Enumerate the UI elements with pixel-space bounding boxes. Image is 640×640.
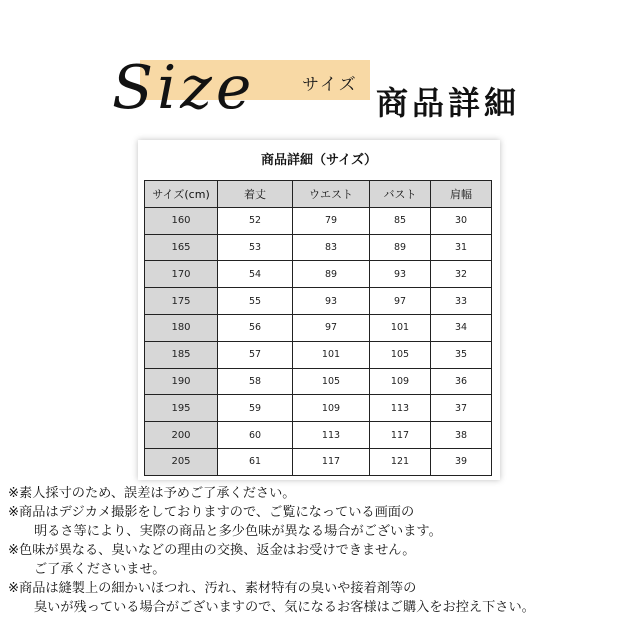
shoulder-cell: 35: [431, 341, 492, 368]
length-cell: 54: [218, 261, 293, 288]
bust-cell: 121: [370, 448, 431, 475]
note-line: ご了承くださいませ。: [34, 562, 166, 577]
shoulder-cell: 32: [431, 261, 492, 288]
length-cell: 53: [218, 234, 293, 261]
shoulder-cell: 36: [431, 368, 492, 395]
table-row: [145, 395, 492, 422]
table-row: [145, 368, 492, 395]
size-cell: 190: [145, 368, 218, 395]
notes-section: [8, 484, 636, 617]
column-header-shoulder: 肩幅: [431, 181, 492, 208]
note-line: ※商品はデジカメ撮影をしておりますので、ご覧になっている画面の: [8, 505, 415, 520]
bust-cell: 105: [370, 341, 431, 368]
shoulder-cell: 37: [431, 395, 492, 422]
waist-cell: 117: [293, 448, 370, 475]
shoulder-cell: 30: [431, 207, 492, 234]
waist-cell: 83: [293, 234, 370, 261]
table-row: [145, 314, 492, 341]
waist-cell: 113: [293, 422, 370, 449]
table-header-row: [145, 181, 492, 208]
length-cell: 59: [218, 395, 293, 422]
size-cell: 175: [145, 288, 218, 315]
bust-cell: 85: [370, 207, 431, 234]
size-cell: 195: [145, 395, 218, 422]
length-cell: 61: [218, 448, 293, 475]
table-row: [145, 288, 492, 315]
bust-cell: 89: [370, 234, 431, 261]
waist-cell: 109: [293, 395, 370, 422]
size-cell: 165: [145, 234, 218, 261]
table-row: [145, 341, 492, 368]
length-cell: 58: [218, 368, 293, 395]
waist-cell: 79: [293, 207, 370, 234]
size-cell: 180: [145, 314, 218, 341]
bust-cell: 113: [370, 395, 431, 422]
waist-cell: 89: [293, 261, 370, 288]
table-row: [145, 422, 492, 449]
shoulder-cell: 31: [431, 234, 492, 261]
size-cell: 205: [145, 448, 218, 475]
column-header-size: サイズ(cm): [145, 181, 218, 208]
shoulder-cell: 39: [431, 448, 492, 475]
size-cell: 170: [145, 261, 218, 288]
shoulder-cell: 33: [431, 288, 492, 315]
size-cell: 185: [145, 341, 218, 368]
note-line: ※商品は縫製上の細かいほつれ、汚れ、素材特有の臭いや接着剤等の: [8, 581, 417, 596]
table-title: 商品詳細（サイズ）: [261, 153, 377, 168]
size-cell: 160: [145, 207, 218, 234]
note-line: ※素人採寸のため、誤差は予めご了承ください。: [8, 486, 296, 501]
header: [0, 0, 640, 130]
column-header-waist: ウエスト: [293, 181, 370, 208]
page-title: 商品詳細: [376, 84, 521, 122]
table-row: [145, 261, 492, 288]
bust-cell: 93: [370, 261, 431, 288]
size-cell: 200: [145, 422, 218, 449]
bust-cell: 101: [370, 314, 431, 341]
shoulder-cell: 38: [431, 422, 492, 449]
table-row: [145, 448, 492, 475]
waist-cell: 93: [293, 288, 370, 315]
bust-cell: 109: [370, 368, 431, 395]
note-line: 臭いが残っている場合がございますので、気になるお客様はご購入をお控え下さい。: [34, 600, 535, 615]
column-header-length: 着丈: [218, 181, 293, 208]
length-cell: 56: [218, 314, 293, 341]
note-line: 明るさ等により、実際の商品と多少色味が異なる場合がございます。: [34, 524, 442, 539]
bust-cell: 97: [370, 288, 431, 315]
length-cell: 60: [218, 422, 293, 449]
column-header-bust: バスト: [370, 181, 431, 208]
table-row: [145, 207, 492, 234]
size-subtitle: サイズ: [302, 75, 358, 95]
length-cell: 55: [218, 288, 293, 315]
bust-cell: 117: [370, 422, 431, 449]
waist-cell: 105: [293, 368, 370, 395]
waist-cell: 97: [293, 314, 370, 341]
length-cell: 57: [218, 341, 293, 368]
length-cell: 52: [218, 207, 293, 234]
size-logo: Size: [112, 53, 256, 123]
table-row: [145, 234, 492, 261]
size-table-card: [138, 140, 500, 480]
size-table: [144, 180, 492, 476]
shoulder-cell: 34: [431, 314, 492, 341]
waist-cell: 101: [293, 341, 370, 368]
note-line: ※色味が異なる、臭いなどの理由の交換、返金はお受けできません。: [8, 543, 416, 558]
